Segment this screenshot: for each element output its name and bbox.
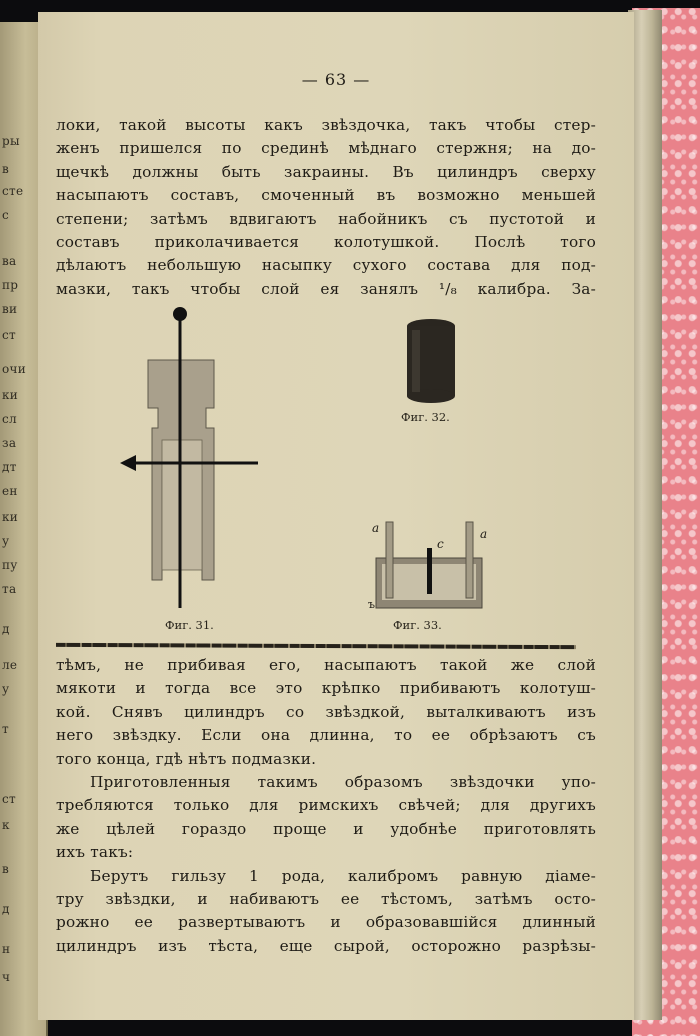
left-page-fragment: дт: [2, 460, 17, 474]
left-page-fragment: ч: [2, 970, 11, 984]
left-page-fragment: ры: [2, 134, 20, 148]
left-page-fragment: в: [2, 862, 10, 876]
text-line: требляются только для римскихъ свѣчей; для другихъ: [56, 796, 596, 815]
left-page-fragment: ви: [2, 302, 18, 316]
left-page-fragment: ен: [2, 484, 18, 498]
left-page-fragment: сл: [2, 412, 17, 426]
text-line: степени; затѣмъ вдвигаютъ набойникъ съ пустотой и: [56, 209, 596, 228]
page-number: — 63 —: [301, 70, 371, 89]
text-line: Приготовленныя такимъ образомъ звѣздочки упо-: [90, 772, 596, 791]
left-page-fragment: у: [2, 534, 10, 548]
paragraph-bottom: [56, 654, 596, 958]
torn-line-divider: [56, 643, 576, 649]
text-line: мазки, такъ чтобы слой ея занялъ ¹/₈ калибра. За-: [56, 279, 596, 298]
text-line: мякоти и тогда все это крѣпко прибиваютъ колотуш-: [56, 679, 596, 698]
left-page-fragment: та: [2, 582, 17, 596]
figure-33: [368, 512, 508, 622]
left-page-fragment: ки: [2, 510, 19, 524]
figure-33-label-a-left: a: [372, 521, 380, 535]
text-line: ихъ такъ:: [56, 843, 134, 862]
left-page-fragment: н: [2, 942, 11, 956]
text-line: же цѣлей гораздо проще и удобнѣе приготовлять: [56, 819, 596, 838]
left-page-fragment: у: [2, 682, 10, 696]
text-line: женъ пришелся по срединѣ мѣднаго стержня; на до-: [56, 139, 596, 158]
figure-33-caption: Фиг. 33.: [393, 618, 442, 632]
text-line: него звѣздку. Если она длинна, то ее обрѣзаютъ съ: [56, 726, 596, 745]
figure-31: [118, 300, 268, 620]
left-page-fragment: ст: [2, 328, 16, 342]
left-page-fragment: в: [2, 162, 10, 176]
left-page-fragment: к: [2, 818, 10, 832]
text-line: тру звѣздки, и набиваютъ ее тѣстомъ, затѣмъ осто-: [56, 889, 596, 908]
text-line: составъ приколачивается колотушкой. Послѣ того: [56, 232, 596, 251]
text-line: локи, такой высоты какъ звѣздочка, такъ чтобы стер-: [56, 116, 596, 134]
figure-32: [404, 318, 458, 408]
left-page-fragment: д: [2, 902, 10, 916]
left-page-fragment: с: [2, 208, 10, 222]
figure-31-caption: Фиг. 31.: [165, 618, 214, 632]
left-page-fragment: сте: [2, 184, 24, 198]
left-page-fragment: за: [2, 436, 17, 450]
left-page-fragment: пр: [2, 278, 19, 292]
text-line: щечкѣ должны быть закраины. Въ цилиндръ сверху: [56, 162, 596, 181]
left-page-fragment: пу: [2, 558, 18, 572]
text-line: дѣлаютъ небольшую насыпку сухого состава для под-: [56, 256, 596, 275]
left-page-fragment: д: [2, 622, 10, 636]
left-page-fragment: ст: [2, 792, 16, 806]
text-line: насыпаютъ составъ, смоченный въ возможно меньшей: [56, 186, 596, 205]
text-line: рожно ее развертываютъ и образовавшійся длинный: [56, 913, 596, 932]
left-page-fragment: ва: [2, 254, 17, 268]
figure-33-label-b: ъ: [368, 598, 375, 611]
paragraph-top: [56, 114, 596, 301]
figure-32-caption: Фиг. 32.: [401, 410, 450, 424]
left-page-fragment: ки: [2, 388, 19, 402]
figure-33-label-c: c: [437, 537, 444, 551]
text-line: Берутъ гильзу 1 рода, калибромъ равную діаме-: [90, 866, 596, 885]
left-page-fragment: ле: [2, 658, 18, 672]
left-page-fragment: т: [2, 722, 9, 736]
book-page: [38, 12, 634, 1020]
figure-33-label-a-right: a: [480, 527, 488, 541]
text-line: того конца, гдѣ нѣтъ подмазки.: [56, 749, 317, 768]
left-page-fragment: очи: [2, 362, 27, 376]
text-line: тѣмъ, не прибивая его, насыпаютъ такой же слой: [56, 656, 596, 674]
text-line: кой. Снявъ цилиндръ со звѣздкой, выталкиваютъ изъ: [56, 702, 596, 721]
text-line: цилиндръ изъ тѣста, еще сырой, осторожно разрѣзы-: [56, 936, 596, 955]
